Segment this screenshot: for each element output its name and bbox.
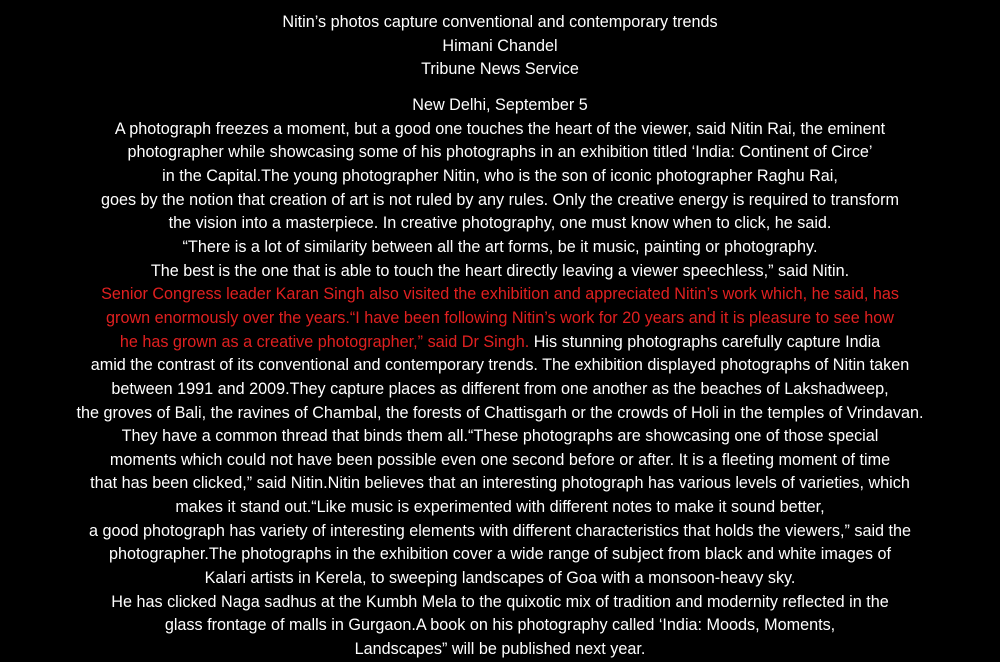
body-text: glass frontage of malls in Gurgaon.A book on his photography called ‘India: Moods, Moments, [164, 616, 836, 635]
body-text: moments which could not have been possible even one second before or after. It is a fleeting moment of time [109, 450, 891, 469]
article-body-line [0, 472, 1000, 496]
article-body-line [0, 378, 1000, 402]
article-headline: Nitin’s photos capture conventional and contemporary trends [282, 13, 718, 31]
article-body-line [0, 614, 1000, 638]
article-author: Himani Chandel [442, 36, 558, 55]
body-text: photographer while showcasing some of his photographs in an exhibition titled ‘India: Continent of Circe’ [127, 143, 873, 162]
article-agency: Tribune News Service [421, 60, 579, 79]
body-text: in the Capital.The young photographer Nitin, who is the son of iconic photographer Raghu Rai, [162, 166, 838, 185]
article-body-line [0, 591, 1000, 615]
highlighted-text: Senior Congress leader Karan Singh also visited the exhibition and appreciated Nitin’s work which, he said, has [101, 285, 899, 304]
article-body-line [0, 212, 1000, 236]
highlighted-text: grown enormously over the years.“I have been following Nitin’s work for 20 years and it is pleasure to see how [106, 308, 894, 327]
news-article [0, 11, 1000, 662]
body-text: amid the contrast of its conventional and contemporary trends. The exhibition displayed photographs of Nitin taken [90, 356, 910, 375]
article-body-line [0, 189, 1000, 213]
body-text: a good photograph has variety of interesting elements with different characteristics that holds the viewers,” said the [88, 521, 912, 540]
article-body-line [0, 425, 1000, 449]
article-body-line [0, 236, 1000, 260]
article-body-line [0, 520, 1000, 544]
header-spacer [0, 82, 1000, 94]
article-body-line [0, 354, 1000, 378]
body-text: The best is the one that is able to touch the heart directly leaving a viewer speechless,” said Nitin. [150, 261, 850, 280]
article-body-line [0, 165, 1000, 189]
body-text: He has clicked Naga sadhus at the Kumbh Mela to the quixotic mix of tradition and modernity reflected in the [111, 592, 889, 611]
body-text: Kalari artists in Kerela, to sweeping landscapes of Goa with a monsoon-heavy sky. [204, 569, 796, 588]
article-body [0, 118, 1000, 662]
body-text: goes by the notion that creation of art is not ruled by any rules. Only the creative energy is required to transform [100, 190, 900, 209]
article-body-line [0, 141, 1000, 165]
body-text: A photograph freezes a moment, but a good one touches the heart of the viewer, said Nitin Rai, the eminent [114, 119, 886, 138]
article-body-line [0, 307, 1000, 331]
article-body-line [0, 567, 1000, 591]
body-text: the vision into a masterpiece. In creative photography, one must know when to click, he said. [168, 214, 832, 233]
body-text: “There is a lot of similarity between all the art forms, be it music, painting or photography. [182, 237, 818, 256]
article-body-line [0, 543, 1000, 567]
article-body-line [0, 638, 1000, 662]
highlighted-text: he has grown as a creative photographer,” said Dr Singh. [119, 332, 530, 351]
article-body-line [0, 449, 1000, 473]
article-body-line [0, 331, 1000, 355]
body-text: that has been clicked,” said Nitin.Nitin believes that an interesting photograph has various levels of varieties, which [90, 474, 910, 493]
article-body-line [0, 496, 1000, 520]
article-body-line [0, 402, 1000, 426]
body-text: the groves of Bali, the ravines of Chambal, the forests of Chattisgarh or the crowds of Holi in the temples of Vrindavan. [76, 403, 924, 422]
article-body-line [0, 260, 1000, 284]
body-text: His stunning photographs carefully capture India [529, 332, 881, 351]
body-text: Landscapes” will be published next year. [354, 640, 646, 659]
body-text: makes it stand out.“Like music is experimented with different notes to make it sound better, [175, 498, 825, 517]
body-text: They have a common thread that binds them all.“These photographs are showcasing one of those special [121, 427, 879, 446]
body-text: photographer.The photographs in the exhibition cover a wide range of subject from black and white images of [109, 545, 891, 564]
article-body-line [0, 118, 1000, 142]
article-dateline: New Delhi, September 5 [412, 95, 588, 114]
article-body-line [0, 283, 1000, 307]
body-text: between 1991 and 2009.They capture places as different from one another as the beaches of Lakshadweep, [111, 379, 889, 398]
